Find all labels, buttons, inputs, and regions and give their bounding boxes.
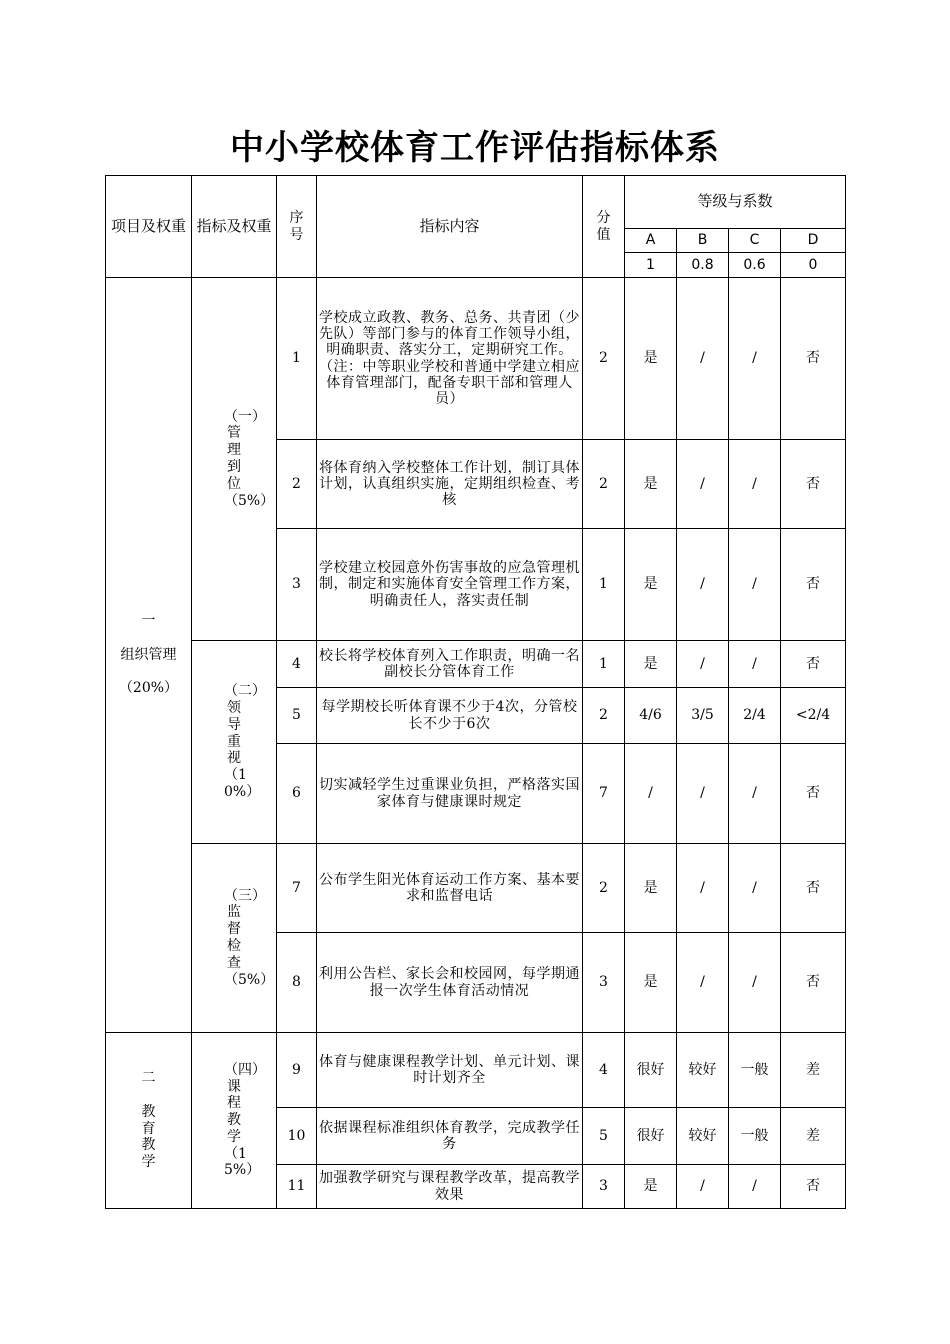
header-item-weight: 项目及权重 [106,176,192,278]
grade-b: B [677,229,729,253]
grade-a: A [625,229,677,253]
row-no: 11 [277,1165,317,1209]
row-score: 4 [583,1033,625,1108]
row-grade-a: 是 [625,529,677,641]
grade-c: C [729,229,781,253]
table-row [106,844,846,933]
row-grade-d: 否 [781,1165,846,1209]
row-no: 5 [277,688,317,744]
header-score: 分值 [583,176,625,278]
row-grade-c: 一般 [729,1033,781,1108]
row-no: 10 [277,1108,317,1165]
group-curriculum: （四）课程教学（15%） [192,1033,277,1209]
table-row [106,1033,846,1108]
coefficient-b: 0.8 [677,253,729,278]
row-grade-b: / [677,529,729,641]
row-grade-c: / [729,744,781,844]
table-row [106,641,846,688]
row-content: 利用公告栏、家长会和校园网，每学期通报一次学生体育活动情况 [317,933,583,1033]
page-title: 中小学校体育工作评估指标体系 [230,128,720,168]
row-grade-b: / [677,933,729,1033]
row-content: 学校建立校园意外伤害事故的应急管理机制，制定和实施体育安全管理工作方案，明确责任人，落实责任制 [317,529,583,641]
row-grade-b: / [677,844,729,933]
row-grade-d: 否 [781,278,846,440]
row-grade-a: 是 [625,641,677,688]
row-no: 3 [277,529,317,641]
row-content: 每学期校长听体育课不少于4次，分管校长不少于6次 [317,688,583,744]
evaluation-table [105,175,846,1209]
table-row [106,278,846,440]
row-score: 2 [583,440,625,529]
row-grade-d: 否 [781,529,846,641]
row-grade-c: / [729,440,781,529]
row-grade-a: 是 [625,278,677,440]
row-grade-d: 否 [781,641,846,688]
row-grade-b: 较好 [677,1108,729,1165]
row-score: 2 [583,688,625,744]
row-grade-d: 否 [781,933,846,1033]
row-score: 5 [583,1108,625,1165]
row-score: 3 [583,933,625,1033]
row-grade-d: <2/4 [781,688,846,744]
row-grade-b: 较好 [677,1033,729,1108]
row-grade-c: 一般 [729,1108,781,1165]
row-grade-c: / [729,844,781,933]
row-grade-a: / [625,744,677,844]
coefficient-c: 0.6 [729,253,781,278]
row-score: 3 [583,1165,625,1209]
row-grade-b: 3/5 [677,688,729,744]
row-content: 校长将学校体育列入工作职责，明确一名副校长分管体育工作 [317,641,583,688]
row-grade-c: / [729,529,781,641]
row-grade-b: / [677,278,729,440]
group-leadership: （二）领导重视（10%） [192,641,277,844]
group-supervision: （三）监督检查（5%） [192,844,277,1033]
grade-d: D [781,229,846,253]
row-no: 8 [277,933,317,1033]
row-content: 学校成立政教、教务、总务、共青团（少先队）等部门参与的体育工作领导小组，明确职责、落实分工，定期研究工作。（注：中等职业学校和普通中学建立相应体育管理部门，配备专职干部和管理人员） [317,278,583,440]
row-grade-d: 否 [781,440,846,529]
row-grade-b: / [677,744,729,844]
row-grade-a: 是 [625,1165,677,1209]
row-no: 6 [277,744,317,844]
row-grade-b: / [677,440,729,529]
row-grade-a: 很好 [625,1033,677,1108]
row-grade-d: 否 [781,844,846,933]
row-grade-a: 是 [625,933,677,1033]
row-content: 切实减轻学生过重课业负担，严格落实国家体育与健康课时规定 [317,744,583,844]
row-no: 4 [277,641,317,688]
coefficient-d: 0 [781,253,846,278]
row-grade-b: / [677,641,729,688]
row-score: 2 [583,844,625,933]
header-indicator-content: 指标内容 [317,176,583,278]
row-content: 公布学生阳光体育运动工作方案、基本要求和监督电话 [317,844,583,933]
row-grade-c: / [729,933,781,1033]
row-grade-c: / [729,641,781,688]
section-organization: 一 组织管理 （20%） [106,278,192,1033]
row-grade-c: / [729,278,781,440]
row-grade-d: 差 [781,1033,846,1108]
row-score: 1 [583,529,625,641]
section-teaching: 二 教育教学 [106,1033,192,1209]
row-no: 2 [277,440,317,529]
row-content: 体育与健康课程教学计划、单元计划、课时计划齐全 [317,1033,583,1108]
row-no: 9 [277,1033,317,1108]
row-grade-a: 是 [625,844,677,933]
row-score: 1 [583,641,625,688]
row-grade-d: 否 [781,744,846,844]
row-grade-a: 4/6 [625,688,677,744]
header-grade-coefficient: 等级与系数 [625,176,846,229]
group-management: （一）管理到位（5%） [192,278,277,641]
header-indicator-weight: 指标及权重 [192,176,277,278]
row-grade-d: 差 [781,1108,846,1165]
coefficient-a: 1 [625,253,677,278]
row-grade-a: 是 [625,440,677,529]
row-grade-a: 很好 [625,1108,677,1165]
row-content: 依据课程标准组织体育教学，完成教学任务 [317,1108,583,1165]
row-score: 2 [583,278,625,440]
header-serial-no: 序号 [277,176,317,278]
row-score: 7 [583,744,625,844]
row-content: 将体育纳入学校整体工作计划，制订具体计划，认真组织实施，定期组织检查、考核 [317,440,583,529]
row-grade-b: / [677,1165,729,1209]
row-no: 1 [277,278,317,440]
row-grade-c: 2/4 [729,688,781,744]
row-content: 加强教学研究与课程教学改革，提高教学效果 [317,1165,583,1209]
row-grade-c: / [729,1165,781,1209]
row-no: 7 [277,844,317,933]
